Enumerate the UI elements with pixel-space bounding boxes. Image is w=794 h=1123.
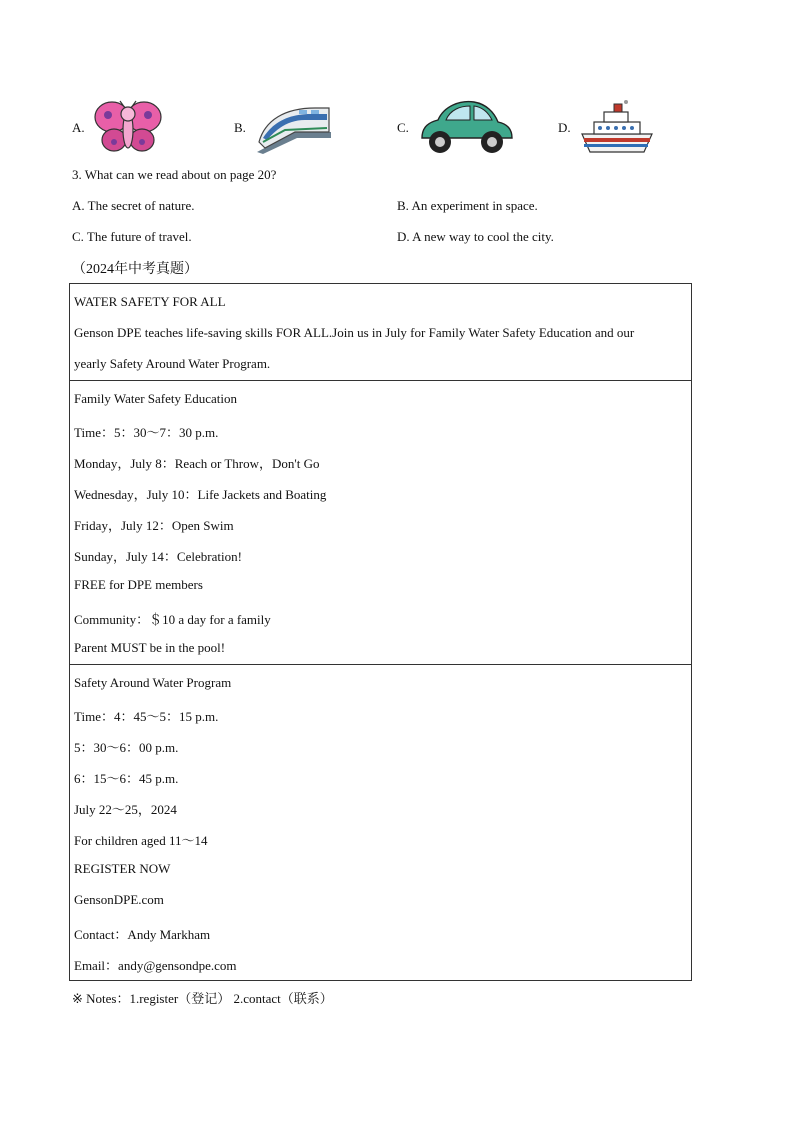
- program-time-2: 5：30～6：00 p.m.: [74, 740, 179, 755]
- option-c-label: C.: [397, 120, 409, 135]
- family-time: Time：5：30～7：30 p.m.: [74, 425, 219, 440]
- family-parent-rule: Parent MUST be in the pool!: [74, 640, 226, 655]
- question-3-option-c[interactable]: C. The future of travel.: [72, 229, 192, 244]
- program-email-link[interactable]: Email：andy@gensondpe.com: [74, 958, 237, 973]
- program-dates: July 22～25，2024: [74, 802, 177, 817]
- notice-section-family: [69, 380, 692, 665]
- program-ages: For children aged 11～14: [74, 833, 208, 848]
- family-free: FREE for DPE members: [74, 577, 203, 592]
- ship-icon: [580, 100, 654, 156]
- program-time-3: 6：15～6：45 p.m.: [74, 771, 179, 786]
- source-tag: （2024年中考真题）: [72, 262, 198, 277]
- family-wednesday: Wednesday，July 10：Life Jackets and Boating: [74, 487, 327, 502]
- program-register: REGISTER NOW: [74, 861, 171, 876]
- option-a-label: A.: [72, 120, 85, 135]
- notes: ※ Notes：1.register（登记） 2.contact（联系）: [72, 991, 333, 1006]
- question-3-option-d[interactable]: D. A new way to cool the city.: [397, 229, 554, 244]
- question-3-text: 3. What can we read about on page 20?: [72, 167, 277, 182]
- notice-section-intro: [69, 283, 692, 381]
- butterfly-icon: [94, 100, 162, 154]
- family-monday: Monday，July 8：Reach or Throw，Don't Go: [74, 456, 320, 471]
- notice-title: WATER SAFETY FOR ALL: [74, 294, 226, 309]
- family-friday: Friday，July 12：Open Swim: [74, 518, 234, 533]
- family-community-fee: Community：＄10 a day for a family: [74, 612, 271, 627]
- program-time-1: Time：4：45～5：15 p.m.: [74, 709, 219, 724]
- program-title: Safety Around Water Program: [74, 675, 232, 690]
- option-b-label: B.: [234, 120, 246, 135]
- option-d-label: D.: [558, 120, 571, 135]
- train-icon: [255, 102, 333, 154]
- notice-section-program: [69, 664, 692, 981]
- question-3-option-b[interactable]: B. An experiment in space.: [397, 198, 538, 213]
- program-website-link[interactable]: GensonDPE.com: [74, 892, 164, 907]
- question-3-option-a[interactable]: A. The secret of nature.: [72, 198, 195, 213]
- notice-intro-line-1: Genson DPE teaches life-saving skills FOR ALL.Join us in July for Family Water Safety Education and our: [74, 325, 635, 340]
- family-title: Family Water Safety Education: [74, 391, 237, 406]
- program-contact: Contact：Andy Markham: [74, 927, 211, 942]
- car-icon: [416, 98, 514, 156]
- notice-intro-line-2: yearly Safety Around Water Program.: [74, 356, 271, 371]
- family-sunday: Sunday，July 14：Celebration!: [74, 549, 242, 564]
